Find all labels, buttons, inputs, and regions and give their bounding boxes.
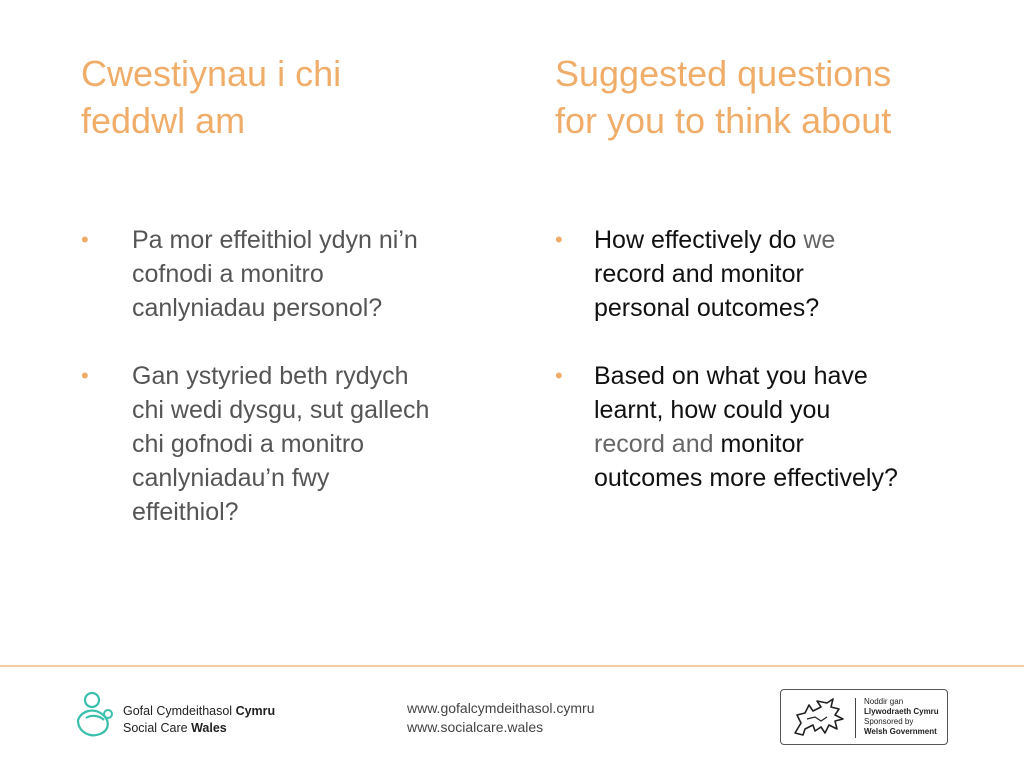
welsh-question-2-line-5: effeithiol? [132,498,239,526]
bullet-point: • [555,363,563,388]
logo-text-welsh: Gofal Cymdeithasol [123,704,236,718]
people-embrace-icon [72,690,122,740]
social-care-wales-logo [72,690,292,740]
english-question-2-line-4: outcomes more effectively? [594,464,898,492]
welsh-government-sponsor-badge [780,689,948,745]
text-segment: record and [594,430,721,458]
logo-text-english: Social Care [123,721,192,735]
english-question-1-line-3: personal outcomes? [594,294,820,322]
welsh-question-2-line-1: Gan ystyried beth rydych [132,362,409,390]
welsh-question-1 [81,223,429,325]
welsh-dragon-icon [787,693,853,743]
english-question-list [555,223,898,529]
english-website-link[interactable]: www.socialcare.wales [407,719,544,735]
english-heading [555,50,891,144]
english-question-2-line-3 [594,427,898,461]
welsh-heading-line-2: feddwl am [81,100,246,141]
text-segment: How effectively do [594,226,804,254]
text-segment: we [803,226,836,254]
welsh-question-2-line-2: chi wedi dysgu, sut gallech [132,396,430,424]
welsh-heading-line-1: Cwestiynau i chi [81,53,342,94]
badge-divider [855,698,856,738]
english-heading-line-1: Suggested questions [555,53,892,94]
english-heading-line-2: for you to think about [555,100,892,141]
bullet-point: • [81,227,89,252]
badge-line-4: Welsh Government [864,727,937,736]
english-question-1-line-2: record and monitor [594,260,804,288]
footer-divider [0,665,1024,667]
welsh-question-1-line-2: cofnodi a monitro [132,260,324,288]
footer-urls [407,699,595,737]
welsh-question-list [81,223,429,563]
english-question-2-line-2: learnt, how could you [594,396,831,424]
badge-text [864,697,939,737]
welsh-website-link[interactable]: www.gofalcymdeithasol.cymru [407,700,595,716]
welsh-heading [81,50,341,144]
welsh-question-1-line-3: canlyniadau personol? [132,294,383,322]
welsh-question-2 [81,359,429,529]
badge-line-2: Llywodraeth Cymru [864,707,939,716]
welsh-question-2-line-3: chi gofnodi a monitro [132,430,365,458]
bullet-point: • [555,227,563,252]
logo-text-english-bold: Wales [191,721,227,735]
welsh-question-2-line-4: canlyniadau’n fwy [132,464,330,492]
badge-line-3: Sponsored by [864,717,914,726]
badge-line-1: Noddir gan [864,697,904,706]
logo-wordmark [123,703,275,737]
english-question-2 [555,359,898,495]
bullet-point: • [81,363,89,388]
logo-text-welsh-bold: Cymru [235,704,276,718]
english-question-2-line-1: Based on what you have [594,362,868,390]
english-question-1-line-1 [594,223,898,257]
welsh-question-1-line-1: Pa mor effeithiol ydyn ni’n [132,226,418,254]
text-segment: monitor [720,430,804,458]
english-question-1 [555,223,898,325]
